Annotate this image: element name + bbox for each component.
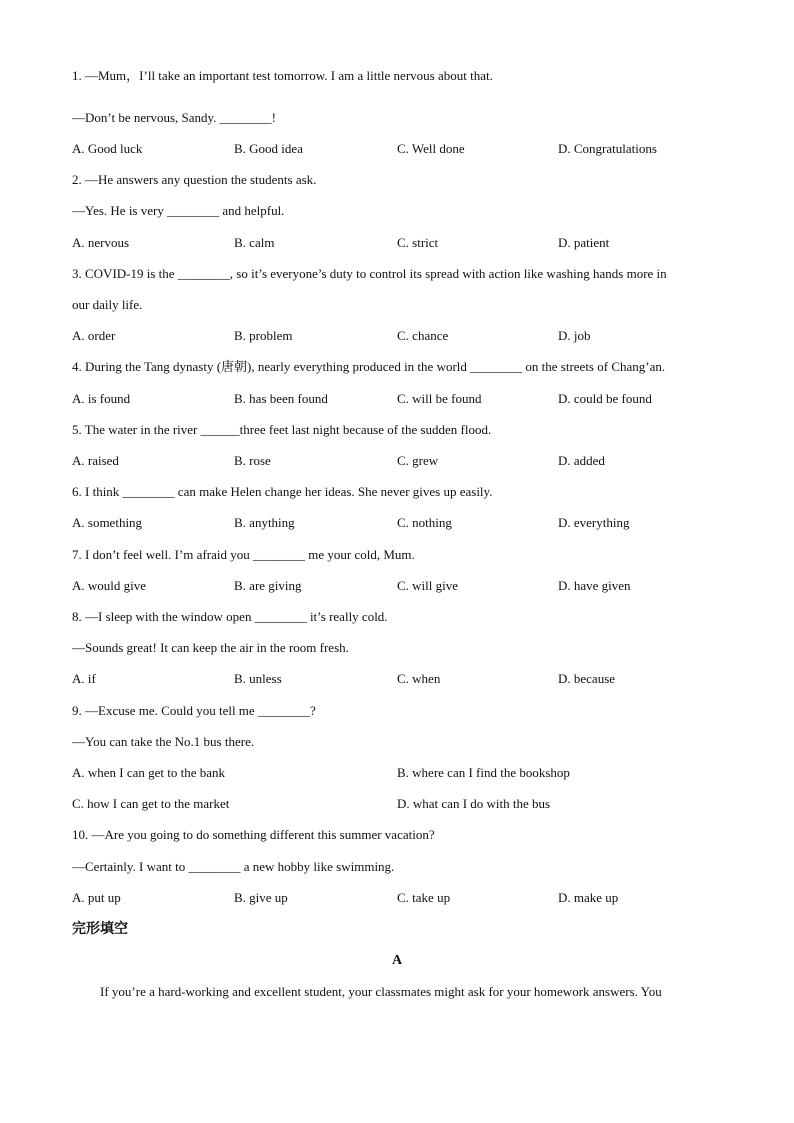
question-6-option-a: A. something [72, 515, 143, 530]
question-2-stem: 2. —He answers any question the students ask. [72, 172, 317, 187]
question-5-option-a: A. raised [72, 453, 119, 468]
question-2-reply: —Yes. He is very ________ and helpful. [72, 203, 285, 218]
question-1-option-b: B. Good idea [234, 141, 303, 156]
question-2-option-b: B. calm [234, 235, 275, 250]
question-8-reply: —Sounds great! It can keep the air in the room fresh. [72, 640, 349, 655]
question-1-stem: 1. —Mum，I’ll take an important test tomorrow. I am a little nervous about that. [72, 68, 493, 83]
question-3-stem: 3. COVID-19 is the ________, so it’s everyone’s duty to control its spread with action like washing hands more in [72, 266, 667, 281]
question-8-stem: 8. —I sleep with the window open ________ it’s really cold. [72, 609, 388, 624]
section-heading: 完形填空 [72, 921, 128, 937]
question-1-option-a: A. Good luck [72, 141, 143, 156]
question-6-option-c: C. nothing [397, 515, 452, 530]
passage-title: A [391, 953, 403, 968]
question-7-option-d: D. have given [558, 578, 631, 593]
question-5-stem: 5. The water in the river ______three feet last night because of the sudden flood. [72, 422, 492, 437]
question-3-option-c: C. chance [397, 328, 449, 343]
question-6-stem: 6. I think ________ can make Helen change her ideas. She never gives up easily. [72, 484, 493, 499]
question-9-option-c: C. how I can get to the market [72, 796, 230, 811]
question-3-option-a: A. order [72, 328, 116, 343]
question-5-option-c: C. grew [397, 453, 439, 468]
question-8-option-c: C. when [397, 671, 441, 686]
question-10-stem: 10. —Are you going to do something different this summer vacation? [72, 827, 435, 842]
question-10-reply: —Certainly. I want to ________ a new hobby like swimming. [72, 859, 395, 874]
question-7-option-c: C. will give [397, 578, 459, 593]
question-5-option-d: D. added [558, 453, 605, 468]
question-7-option-b: B. are giving [234, 578, 302, 593]
question-2-option-a: A. nervous [72, 235, 130, 250]
question-1-option-c: C. Well done [397, 141, 465, 156]
passage-paragraph: If you’re a hard-working and excellent student, your classmates might ask for your homework answers. You [100, 984, 662, 999]
question-5-option-b: B. rose [234, 453, 271, 468]
question-4-option-a: A. is found [72, 391, 131, 406]
question-8-option-d: D. because [558, 671, 616, 686]
question-3-option-d: D. job [558, 328, 591, 343]
question-10-option-d: D. make up [558, 890, 619, 905]
question-9-option-a: A. when I can get to the bank [72, 765, 226, 780]
question-10-option-b: B. give up [234, 890, 288, 905]
question-6-option-d: D. everything [558, 515, 630, 530]
question-8-option-b: B. unless [234, 671, 282, 686]
question-1-reply: —Don’t be nervous, Sandy. ________! [72, 110, 277, 125]
question-6-option-b: B. anything [234, 515, 295, 530]
question-10-option-c: C. take up [397, 890, 451, 905]
question-9-option-d: D. what can I do with the bus [397, 796, 551, 811]
question-8-option-a: A. if [72, 671, 96, 686]
question-1-option-d: D. Congratulations [558, 141, 657, 156]
question-3-option-b: B. problem [234, 328, 293, 343]
question-4-option-b: B. has been found [234, 391, 328, 406]
question-9-stem: 9. —Excuse me. Could you tell me ________? [72, 703, 316, 718]
question-4-option-c: C. will be found [397, 391, 482, 406]
question-7-option-a: A. would give [72, 578, 147, 593]
question-4-option-d: D. could be found [558, 391, 652, 406]
question-7-stem: 7. I don’t feel well. I’m afraid you ________ me your cold, Mum. [72, 547, 415, 562]
question-9-reply: —You can take the No.1 bus there. [72, 734, 255, 749]
question-2-option-d: D. patient [558, 235, 610, 250]
question-10-option-a: A. put up [72, 890, 121, 905]
question-2-option-c: C. strict [397, 235, 439, 250]
question-9-option-b: B. where can I find the bookshop [397, 765, 570, 780]
question-4-stem: 4. During the Tang dynasty (唐朝), nearly everything produced in the world ________ on the streets of Chang’an. [72, 359, 666, 374]
question-3-stem-continued: our daily life. [72, 297, 143, 312]
